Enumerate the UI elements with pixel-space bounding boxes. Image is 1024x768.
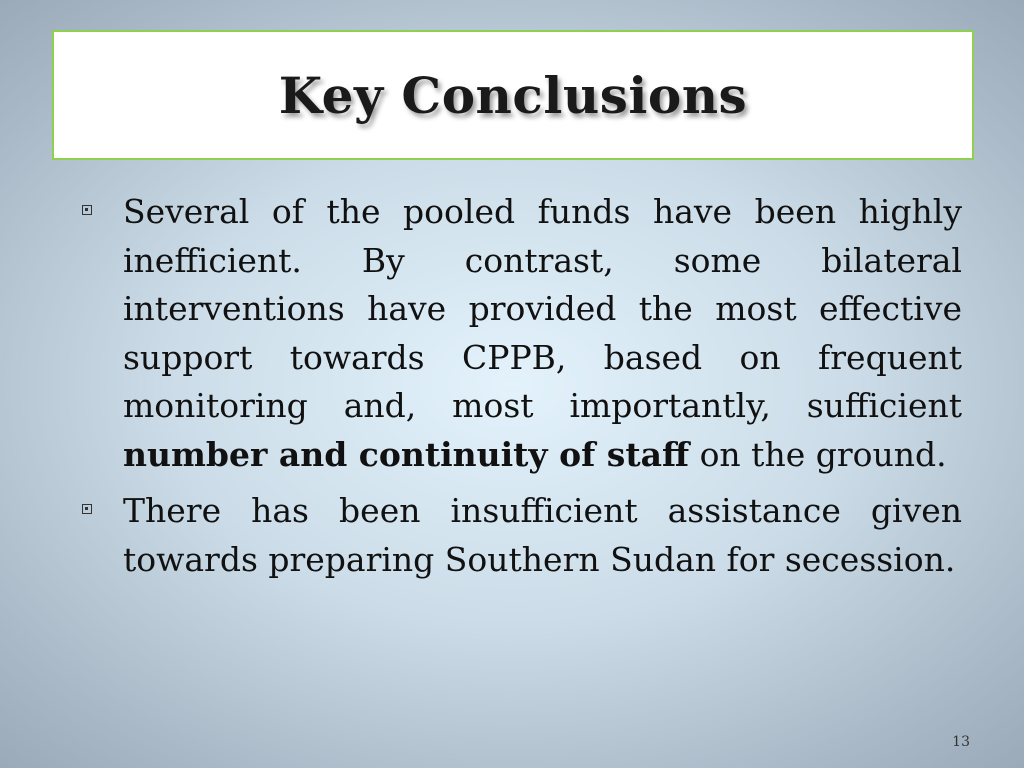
- bullet-item: [82, 487, 962, 584]
- title-box: [52, 30, 974, 160]
- bullet-text: on the ground.: [689, 434, 947, 474]
- slide-title: Key Conclusions: [278, 65, 748, 125]
- bullet-text: There has been insufficient assistance given towards preparing Southern Sudan for secession.: [123, 491, 962, 579]
- bullet-list: [82, 188, 962, 592]
- square-bullet-icon: [82, 504, 92, 514]
- bullet-emphasis: number and continuity of staff: [123, 434, 690, 474]
- square-bullet-icon: [82, 205, 92, 215]
- slide-number: 13: [952, 734, 970, 750]
- bullet-text: Several of the pooled funds have been highly inefficient. By contrast, some bilateral interventions have provided the most effective support towards CPPB, based on frequent monitoring and, most importantly, sufficient: [123, 192, 962, 425]
- bullet-item: [82, 188, 962, 479]
